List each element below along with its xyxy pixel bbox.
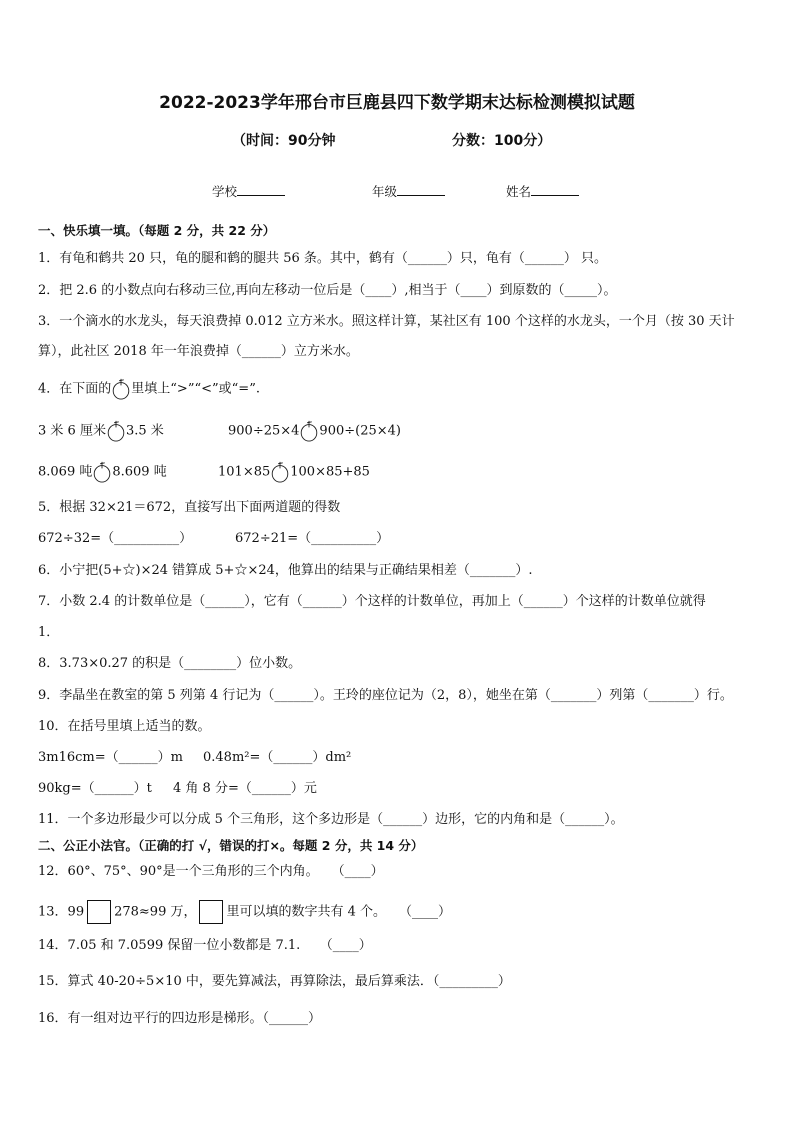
question-15: 15．算式 40-20÷5×10 中，要先算减法，再算除法，最后算乘法．（_________） (38, 974, 511, 989)
question-13-part-b: 278≈99 万， (114, 904, 197, 920)
question-10: 10．在括号里填上适当的数。 (38, 719, 211, 734)
section-1-heading: 一、快乐填一填。（每题 2 分，共 22 分） (38, 223, 276, 238)
question-4-suffix: 里填上“>”“<”或“=”. (131, 381, 260, 397)
compare-circle-icon[interactable] (106, 420, 126, 442)
compare-right: 8.609 吨 (112, 464, 167, 480)
question-12: 12．60°、75°、90°是一个三角形的三个内角。 （____） (38, 864, 384, 879)
question-2: 2．把 2.6 的小数点向右移动三位,再向左移动一位后是（____）,相当于（____）到原数的（_____）。 (38, 283, 617, 298)
exam-score: 分数：100分） (452, 133, 552, 149)
question-13 (38, 900, 451, 924)
question-4 (38, 378, 260, 400)
question-10a: 3m16cm=（______）m (38, 750, 183, 765)
compare-left: 900÷25×4 (228, 423, 300, 439)
exam-time: （时间：90分钟 (232, 133, 336, 149)
compare-left: 101×85 (218, 464, 271, 480)
question-10c: 90kg=（______）t (38, 781, 152, 796)
compare-circle-icon[interactable] (270, 461, 290, 483)
compare-right: 3.5 米 (125, 423, 164, 439)
question-5: 5．根据 32×21＝672，直接写出下面两道题的得数 (38, 500, 341, 515)
compare-left: 8.069 吨 (38, 464, 93, 480)
question-3-line-2: 算），此社区 2018 年一年浪费掉（______）立方米水。 (38, 344, 359, 359)
question-9: 9．李晶坐在教室的第 5 列第 4 行记为（______）。王玲的座位记为（2，8），她坐在第（_______）列第（_______）行。 (38, 688, 733, 703)
compare-right: 100×85+85 (290, 464, 370, 480)
question-10b: 0.48m²=（______）dm² (203, 750, 352, 765)
question-6: 6．小宁把(5+☆)×24 错算成 5+☆×24，他算出的结果与正确结果相差（_______）. (38, 563, 533, 578)
compare-right: 900÷(25×4) (319, 423, 401, 439)
section-2-heading: 二、公正小法官。（正确的打 √，错误的打×。每题 2 分，共 14 分） (38, 838, 424, 853)
question-3-line-1: 3．一个滴水的水龙头，每天浪费掉 0.012 立方米水。照这样计算，某社区有 100 个这样的水龙头，一个月（按 30 天计 (38, 314, 735, 329)
question-14: 14．7.05 和 7.0599 保留一位小数都是 7.1. （____） (38, 938, 372, 953)
school-field[interactable] (212, 182, 285, 200)
question-7-line-1: 7．小数 2.4 的计数单位是（______），它有（______）个这样的计数单位，再加上（______）个这样的计数单位就得 (38, 594, 706, 609)
compare-left: 3 米 6 厘米 (38, 423, 106, 439)
school-blank[interactable] (237, 183, 285, 196)
grade-label: 年级 (372, 184, 398, 199)
question-4-row-2b (218, 461, 370, 483)
question-4-row-2a (38, 461, 167, 483)
school-label: 学校 (212, 184, 238, 199)
question-10d: 4 角 8 分=（______）元 (173, 781, 317, 796)
compare-circle-icon[interactable] (299, 420, 319, 442)
question-11: 11．一个多边形最少可以分成 5 个三角形，这个多边形是（______）边形，它的内角和是（______）。 (38, 812, 624, 827)
question-13-part-a: 13．99 (38, 904, 85, 920)
question-4-row-1a (38, 420, 164, 442)
question-13-part-c: 里可以填的数字共有 4 个。 （____） (226, 904, 452, 920)
compare-circle-icon[interactable] (92, 461, 112, 483)
question-16: 16．有一组对边平行的四边形是梯形。（______） (38, 1011, 322, 1026)
compare-circle-icon (111, 378, 131, 400)
question-4-row-1b (228, 420, 401, 442)
question-7-line-2: 1． (38, 625, 60, 640)
question-5b: 672÷21=（__________） (235, 531, 390, 546)
answer-box[interactable] (87, 900, 111, 924)
name-field[interactable] (506, 182, 579, 200)
name-blank[interactable] (531, 183, 579, 196)
question-8: 8．3.73×0.27 的积是（________）位小数。 (38, 656, 302, 671)
answer-box[interactable] (199, 900, 223, 924)
name-label: 姓名 (506, 184, 532, 199)
grade-blank[interactable] (397, 183, 445, 196)
question-5a: 672÷32=（__________） (38, 531, 193, 546)
grade-field[interactable] (372, 182, 445, 200)
page-title: 2022-2023学年邢台市巨鹿县四下数学期末达标检测模拟试题 (159, 93, 635, 113)
question-1: 1．有龟和鹤共 20 只，龟的腿和鹤的腿共 56 条。其中，鹤有（______）只，龟有（______） 只。 (38, 251, 608, 266)
question-4-prefix: 4．在下面的 (38, 381, 112, 397)
